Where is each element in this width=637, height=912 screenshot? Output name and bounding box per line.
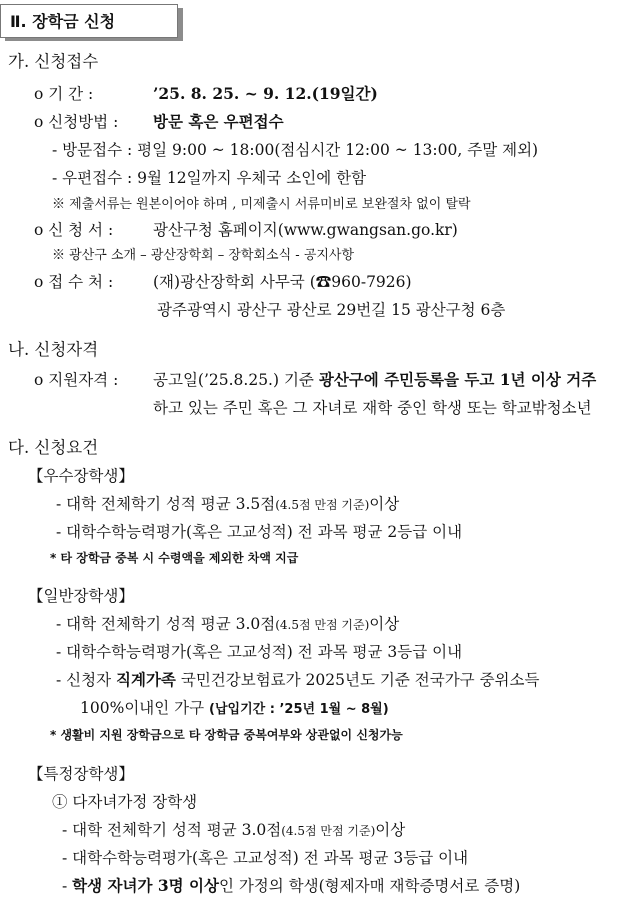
excellent-note: * 타 장학금 중복 시 수령액을 제외한 차액 지급	[50, 551, 299, 565]
eligibility-line-1	[153, 370, 596, 390]
special-heading: 【특정장학생】	[28, 765, 134, 783]
period-label: o 기 간 :	[34, 85, 94, 103]
general-heading: 【일반장학생】	[28, 587, 134, 605]
general-req-1	[56, 614, 399, 635]
special-sub-1: ① 다자녀가정 장학생	[52, 793, 198, 811]
special-req-3	[62, 876, 520, 896]
special-req-2: - 대학수학능력평가(혹은 고교성적) 전 과목 평균 3등급 이내	[62, 849, 469, 867]
special-req-1-suffix: 이상	[375, 821, 406, 839]
special-req-1-text: - 대학 전체학기 성적 평균 3.0점	[62, 821, 282, 839]
eligibility-bold: 광산구에 주민등록을 두고 1년 이상 거주	[318, 370, 597, 389]
general-req-3-prefix: - 신청자	[56, 671, 117, 689]
general-req-3-cont	[80, 698, 389, 720]
general-req-1-text: - 대학 전체학기 성적 평균 3.0점	[56, 615, 276, 633]
excellent-req-1-suffix: 이상	[369, 495, 400, 513]
mail-line: - 우편접수 : 9월 12일까지 우체국 소인에 한함	[52, 169, 367, 187]
payment-period: (납입기간 : ’25년 1월 ~ 8월)	[209, 702, 389, 717]
method-value: 방문 혹은 우편접수	[153, 112, 284, 131]
visit-line: - 방문접수 : 평일 9:00 ~ 18:00(점심시간 12:00 ~ 13:00, 주말 제외)	[52, 141, 539, 159]
special-req-1	[62, 820, 405, 841]
general-req-3-cont-text: 100%이내인 가구	[80, 699, 210, 717]
general-req-2: - 대학수학능력평가(혹은 고교성적) 전 과목 평균 3등급 이내	[56, 643, 463, 661]
eligibility-prefix: 공고일(’25.8.25.) 기준	[153, 371, 319, 389]
general-req-3-suffix: 국민건강보험료가 2025년도 기준 전국가구 중위소득	[175, 671, 540, 689]
office-value: (재)광산장학회 사무국 (☎960-7926)	[153, 273, 412, 291]
homepage-path-note: ※ 광산구 소개 – 광산장학회 – 장학회소식 - 공지사항	[52, 248, 355, 263]
document-note: ※ 제출서류는 원본이어야 하며 , 미제출시 서류미비로 보완절차 없이 탈락	[52, 197, 471, 212]
section-na-title: 나. 신청자격	[8, 340, 99, 359]
eligibility-label: o 지원자격 :	[34, 371, 119, 389]
excellent-req-2: - 대학수학능력평가(혹은 고교성적) 전 과목 평균 2등급 이내	[56, 523, 463, 541]
office-address: 광주광역시 광산구 광산로 29번길 15 광산구청 6층	[157, 301, 506, 319]
general-req-3	[56, 670, 539, 690]
general-req-3-bold: 직계가족	[116, 670, 176, 689]
excellent-req-1-text: - 대학 전체학기 성적 평균 3.5점	[56, 495, 276, 513]
general-req-1-small: (4.5점 만점 기준)	[275, 618, 370, 632]
office-label: o 접 수 처 :	[34, 273, 114, 291]
general-req-1-suffix: 이상	[369, 615, 400, 633]
special-req-3-prefix: -	[62, 877, 73, 895]
eligibility-line-2: 하고 있는 주민 혹은 그 자녀로 재학 중인 학생 또는 학교밖청소년	[153, 399, 592, 417]
form-label: o 신 청 서 :	[34, 221, 114, 239]
page-title: Ⅱ. 장학금 신청	[10, 12, 116, 31]
special-req-3-bold: 학생 자녀가 3명 이상	[72, 876, 219, 895]
excellent-heading: 【우수장학생】	[28, 467, 134, 485]
excellent-req-1	[56, 494, 399, 515]
general-note: * 생활비 지원 장학금으로 타 장학금 중복여부와 상관없이 신청가능	[50, 728, 403, 742]
method-label: o 신청방법 :	[34, 113, 119, 131]
form-value: 광산구청 홈페이지(www.gwangsan.go.kr)	[153, 221, 458, 239]
excellent-req-1-small: (4.5점 만점 기준)	[275, 498, 370, 512]
section-da-title: 다. 신청요건	[8, 438, 99, 457]
special-req-1-small: (4.5점 만점 기준)	[281, 824, 376, 838]
period-value: ’25. 8. 25. ~ 9. 12.(19일간)	[153, 84, 378, 103]
special-req-3-suffix: 인 가정의 학생(형제자매 재학증명서로 증명)	[218, 877, 521, 895]
section-ga-title: 가. 신청접수	[8, 52, 99, 71]
